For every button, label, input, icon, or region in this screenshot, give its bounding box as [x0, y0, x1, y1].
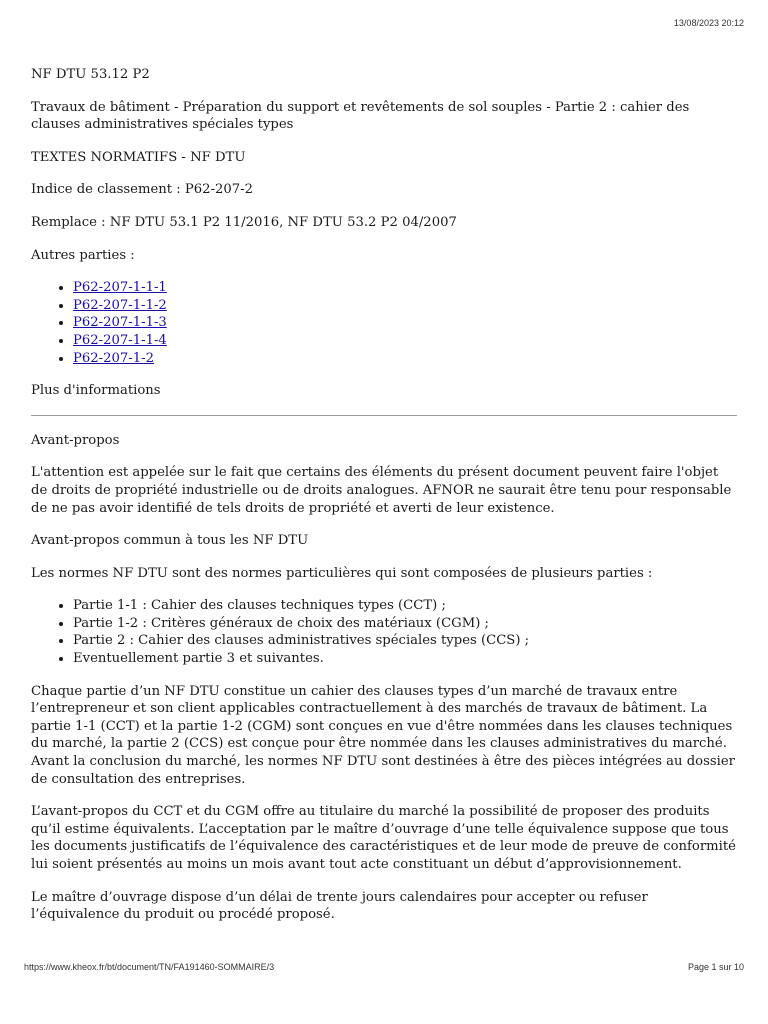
- part-link[interactable]: P62-207-1-1-1: [73, 280, 167, 296]
- part-link[interactable]: P62-207-1-1-4: [73, 332, 167, 348]
- doc-code: NF DTU 53.12 P2: [31, 67, 150, 82]
- doc-replaces: Remplace : NF DTU 53.1 P2 11/2016, NF DTU 53.2 P2 04/2007: [31, 214, 457, 230]
- parts-list: [31, 597, 737, 667]
- list-item: • Partie 1-2 : Critères généraux de choix des matériaux (CGM) ;: [73, 615, 737, 633]
- other-parts-label: Autres parties :: [31, 247, 135, 263]
- doc-title: Travaux de bâtiment - Préparation du support et revêtements de sol souples - Partie 2 : cahier des clauses administratives spéciales types: [31, 99, 690, 133]
- body-paragraph-1: Chaque partie d’un NF DTU constitue un cahier des clauses types d’un marché de travaux entre l’entrepreneur et son client applicables contractuellement à des marchés de travaux de bâtiment. La partie 1-1 (CCT) et la partie 1-2 (CGM) sont conçues en vue d'être nommées dans les clauses techniques du marché, la partie 2 (CCS) est conçue pour être nommée dans les clauses administratives du marché. Avant la conclusion du marché, les normes NF DTU sont destinées à être des pièces intégrées au dossier de consultation des entreprises.: [31, 683, 735, 787]
- foreword-paragraph: L'attention est appelée sur le fait que certains des éléments du présent document peuvent faire l'objet de droits de propriété industrielle ou de droits analogues. AFNOR ne saurait être tenu pour responsable de ne pas avoir identifié de tels droits de propriété et averti de leur existence.: [31, 465, 732, 516]
- body-paragraph-3: Le maître d’ouvrage dispose d’un délai de trente jours calendaires pour accepter ou refuser l’équivalence du produit ou procédé proposé.: [31, 889, 648, 923]
- body-paragraph-2: L’avant-propos du CCT et du CGM offre au titulaire du marché la possibilité de proposer des produits qu’il estime équivalents. L’acceptation par le maître d’ouvrage d’une telle équivalence suppose que tous les documents justificatifs de l’équivalence des caractéristiques et de leur mode de preuve de conformité lui soient présentés au moins un mois avant tout acte constituant un début d’approvisionnement.: [31, 804, 736, 872]
- doc-index: Indice de classement : P62-207-2: [31, 182, 254, 198]
- print-datetime: 13/08/2023 20:12: [673, 18, 744, 28]
- list-item: • Partie 1-1 : Cahier des clauses techniques types (CCT) ;: [73, 597, 737, 615]
- list-item: [73, 332, 737, 350]
- section-divider: [31, 415, 737, 416]
- part-link[interactable]: P62-207-1-1-3: [73, 315, 167, 331]
- common-intro: Les normes NF DTU sont des normes particulières qui sont composées de plusieurs parties :: [31, 565, 653, 581]
- print-footer: [24, 962, 744, 972]
- list-item: [73, 279, 737, 297]
- other-parts-list: [31, 279, 737, 367]
- foreword-heading: Avant-propos: [31, 432, 120, 448]
- list-item: [73, 297, 737, 315]
- list-item: • Partie 2 : Cahier des clauses administratives spéciales types (CCS) ;: [73, 632, 737, 650]
- list-item: • Eventuellement partie 3 et suivantes.: [73, 650, 737, 668]
- list-item: [73, 314, 737, 332]
- common-foreword-heading: Avant-propos commun à tous les NF DTU: [31, 533, 309, 549]
- doc-category: TEXTES NORMATIFS - NF DTU: [31, 149, 246, 165]
- part-link[interactable]: P62-207-1-1-2: [73, 297, 167, 313]
- list-item: [73, 350, 737, 368]
- document-content: [31, 66, 737, 939]
- print-url: https://www.kheox.fr/bt/document/TN/FA191460-SOMMAIRE/3: [24, 962, 275, 972]
- part-link[interactable]: P62-207-1-2: [73, 350, 154, 366]
- page-number: Page 1 sur 10: [687, 962, 744, 972]
- more-info-link[interactable]: Plus d'informations: [31, 383, 161, 399]
